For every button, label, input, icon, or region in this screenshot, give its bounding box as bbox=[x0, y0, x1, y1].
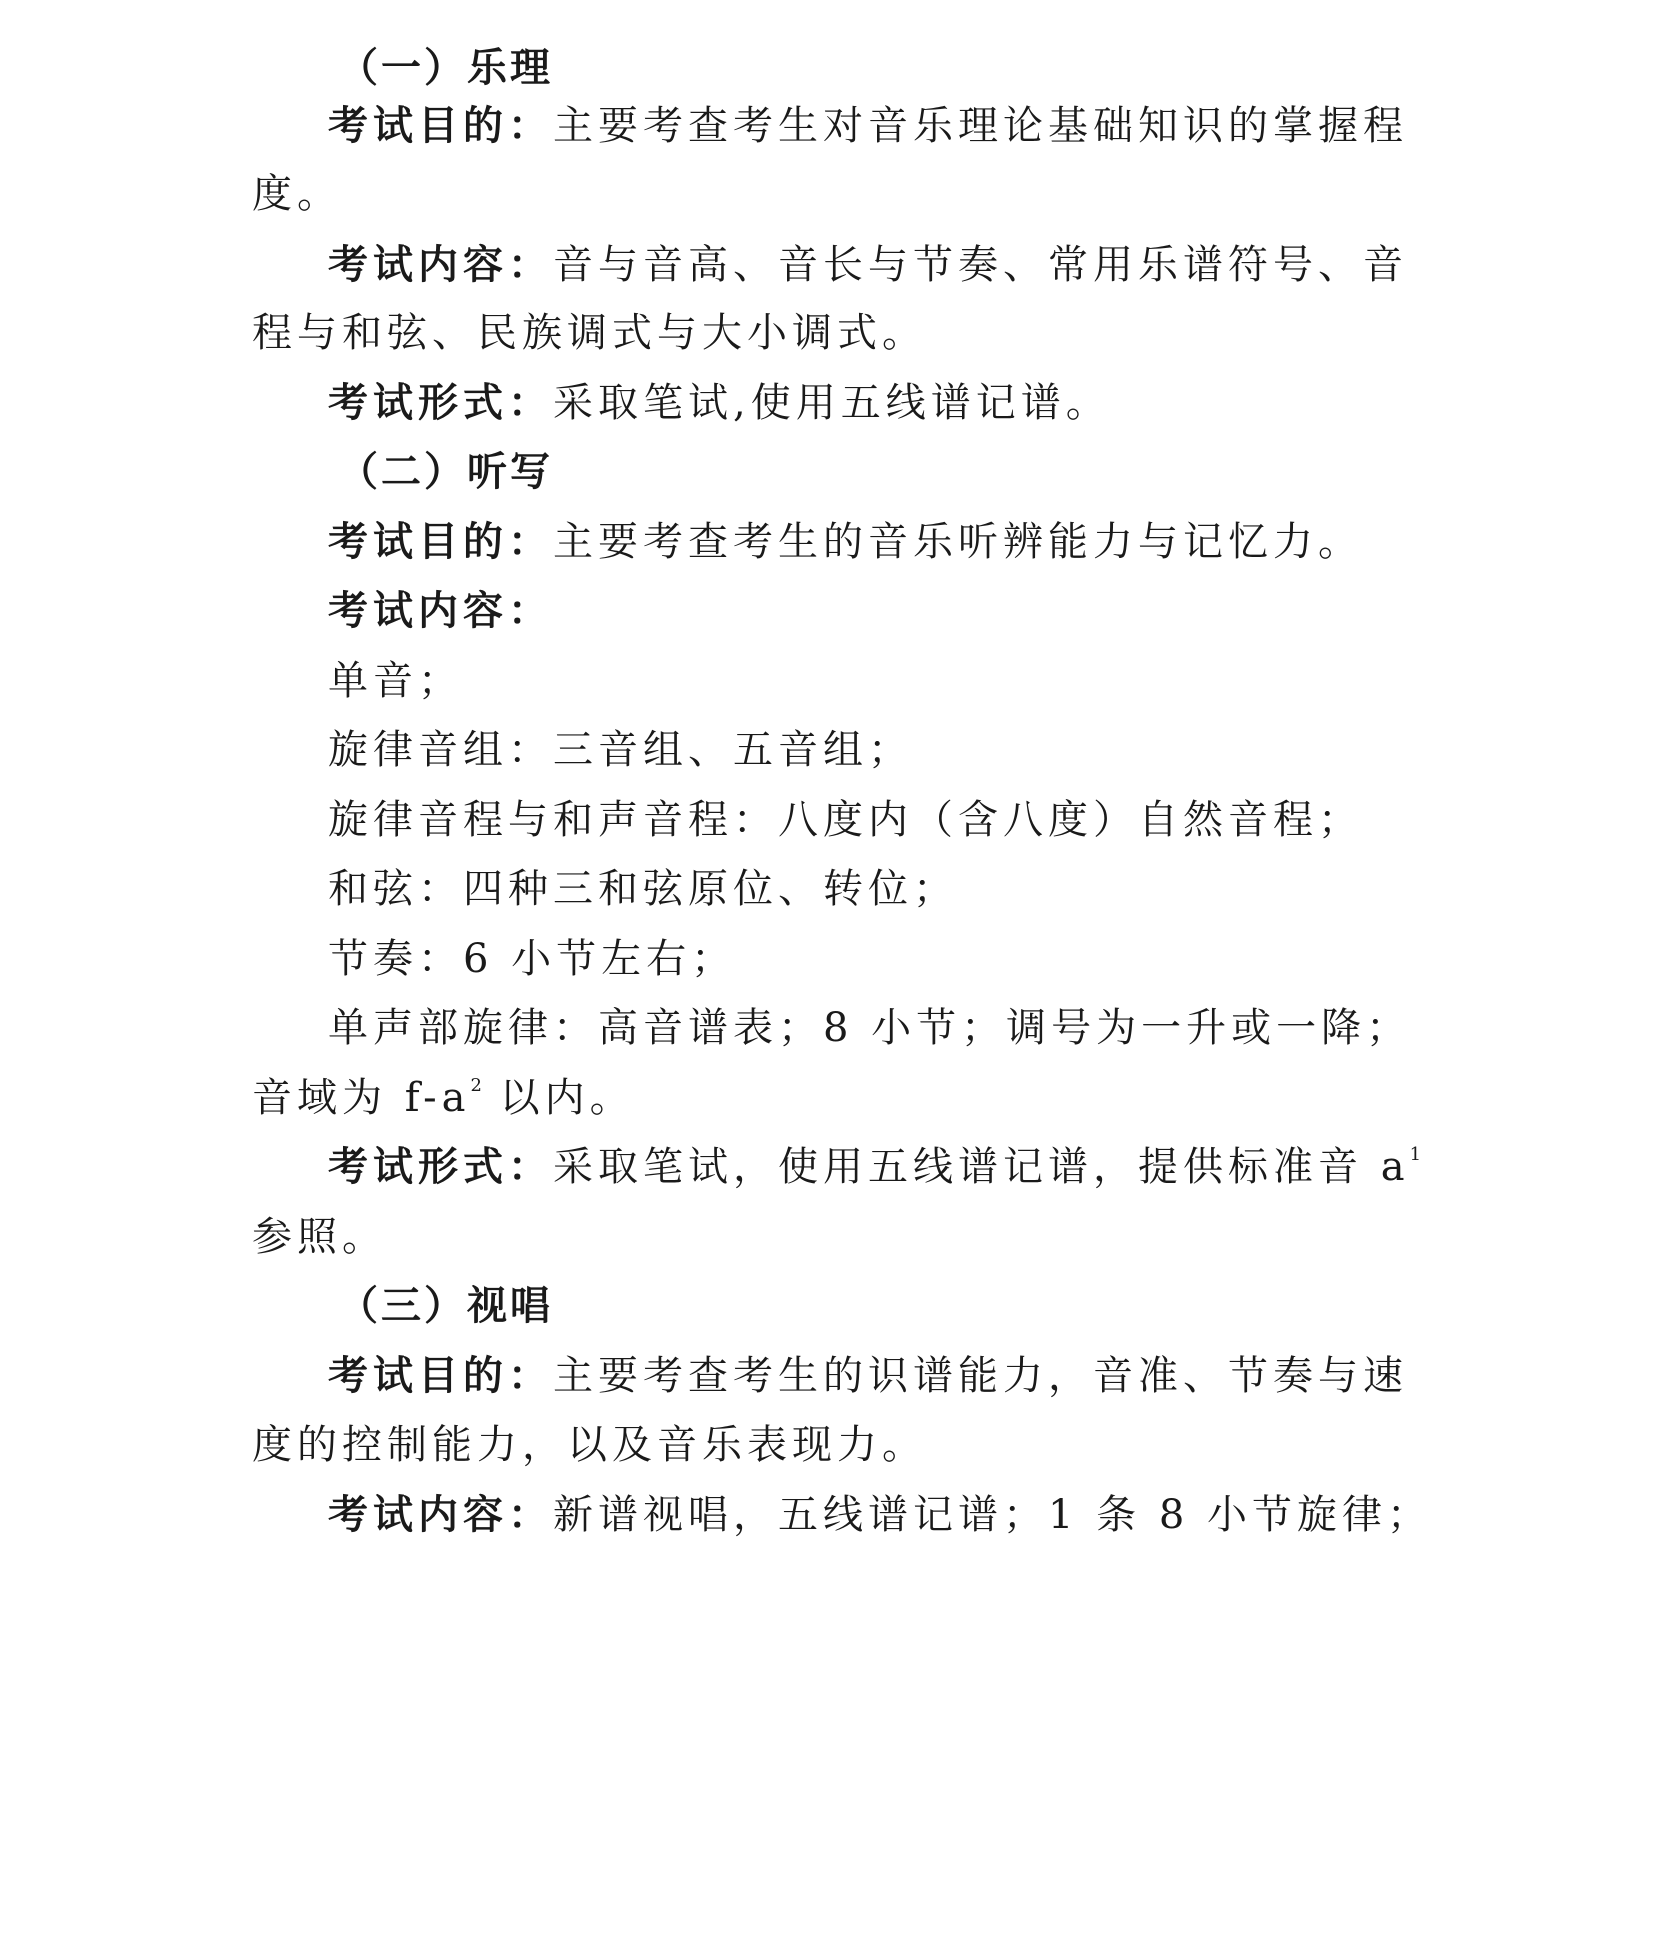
form-label: 考试形式： bbox=[328, 1144, 553, 1190]
paragraph-purpose-line bbox=[0, 512, 1654, 572]
paragraph-continuation: 度。 bbox=[252, 171, 342, 217]
section-heading-music-theory: （一）乐理 bbox=[338, 44, 553, 91]
purpose-text: 主要考查考生对音乐理论基础知识的掌握程 bbox=[553, 103, 1408, 149]
form-text: 采取笔试，使用五线谱记谱，提供标准音 a bbox=[553, 1144, 1410, 1190]
list-item: 旋律音程与和声音程：八度内（含八度）自然音程； bbox=[328, 797, 1363, 843]
section-heading-dictation: （二）听写 bbox=[338, 448, 553, 495]
paragraph-form-line bbox=[0, 1137, 1654, 1197]
paragraph-continuation: 度的控制能力，以及音乐表现力。 bbox=[252, 1422, 927, 1468]
purpose-label: 考试目的： bbox=[328, 1353, 553, 1399]
list-item: 和弦：四种三和弦原位、转位； bbox=[328, 866, 958, 912]
paragraph-content-line bbox=[0, 1485, 1654, 1545]
list-item: 旋律音组：三音组、五音组； bbox=[328, 727, 913, 773]
paragraph-continuation bbox=[0, 1068, 1654, 1128]
form-text: 采取笔试,使用五线谱记谱。 bbox=[553, 380, 1111, 426]
octave-superscript: 1 bbox=[1409, 1144, 1422, 1165]
octave-superscript: 2 bbox=[470, 1075, 482, 1096]
purpose-text: 主要考查考生的识谱能力，音准、节奏与速 bbox=[553, 1353, 1408, 1399]
purpose-label: 考试目的： bbox=[328, 103, 553, 149]
content-text: 音与音高、音长与节奏、常用乐谱符号、音 bbox=[553, 242, 1408, 288]
paragraph-content-line bbox=[0, 581, 1654, 641]
section-heading-sight-singing: （三）视唱 bbox=[338, 1282, 553, 1329]
list-item-melody: 单声部旋律：高音谱表；8 小节；调号为一升或一降； bbox=[328, 1005, 1412, 1051]
list-item: 节奏：6 小节左右； bbox=[328, 936, 737, 982]
content-label: 考试内容： bbox=[328, 242, 553, 288]
paragraph-content-line bbox=[0, 235, 1654, 295]
purpose-text: 主要考查考生的音乐听辨能力与记忆力。 bbox=[553, 519, 1363, 565]
paragraph-continuation: 程与和弦、民族调式与大小调式。 bbox=[252, 310, 927, 356]
paragraph-purpose-line bbox=[0, 1346, 1654, 1406]
form-label: 考试形式： bbox=[328, 380, 553, 426]
paragraph-continuation: 参照。 bbox=[252, 1214, 387, 1260]
content-text: 新谱视唱，五线谱记谱；1 条 8 小节旋律； bbox=[553, 1492, 1433, 1538]
range-text-end: 以内。 bbox=[481, 1075, 635, 1121]
content-label: 考试内容： bbox=[328, 588, 553, 634]
paragraph-purpose-line bbox=[0, 96, 1654, 156]
paragraph-form-line bbox=[0, 373, 1654, 433]
content-label: 考试内容： bbox=[328, 1492, 553, 1538]
range-text: 音域为 f-a bbox=[252, 1075, 471, 1121]
purpose-label: 考试目的： bbox=[328, 519, 553, 565]
list-item: 单音； bbox=[328, 658, 463, 704]
